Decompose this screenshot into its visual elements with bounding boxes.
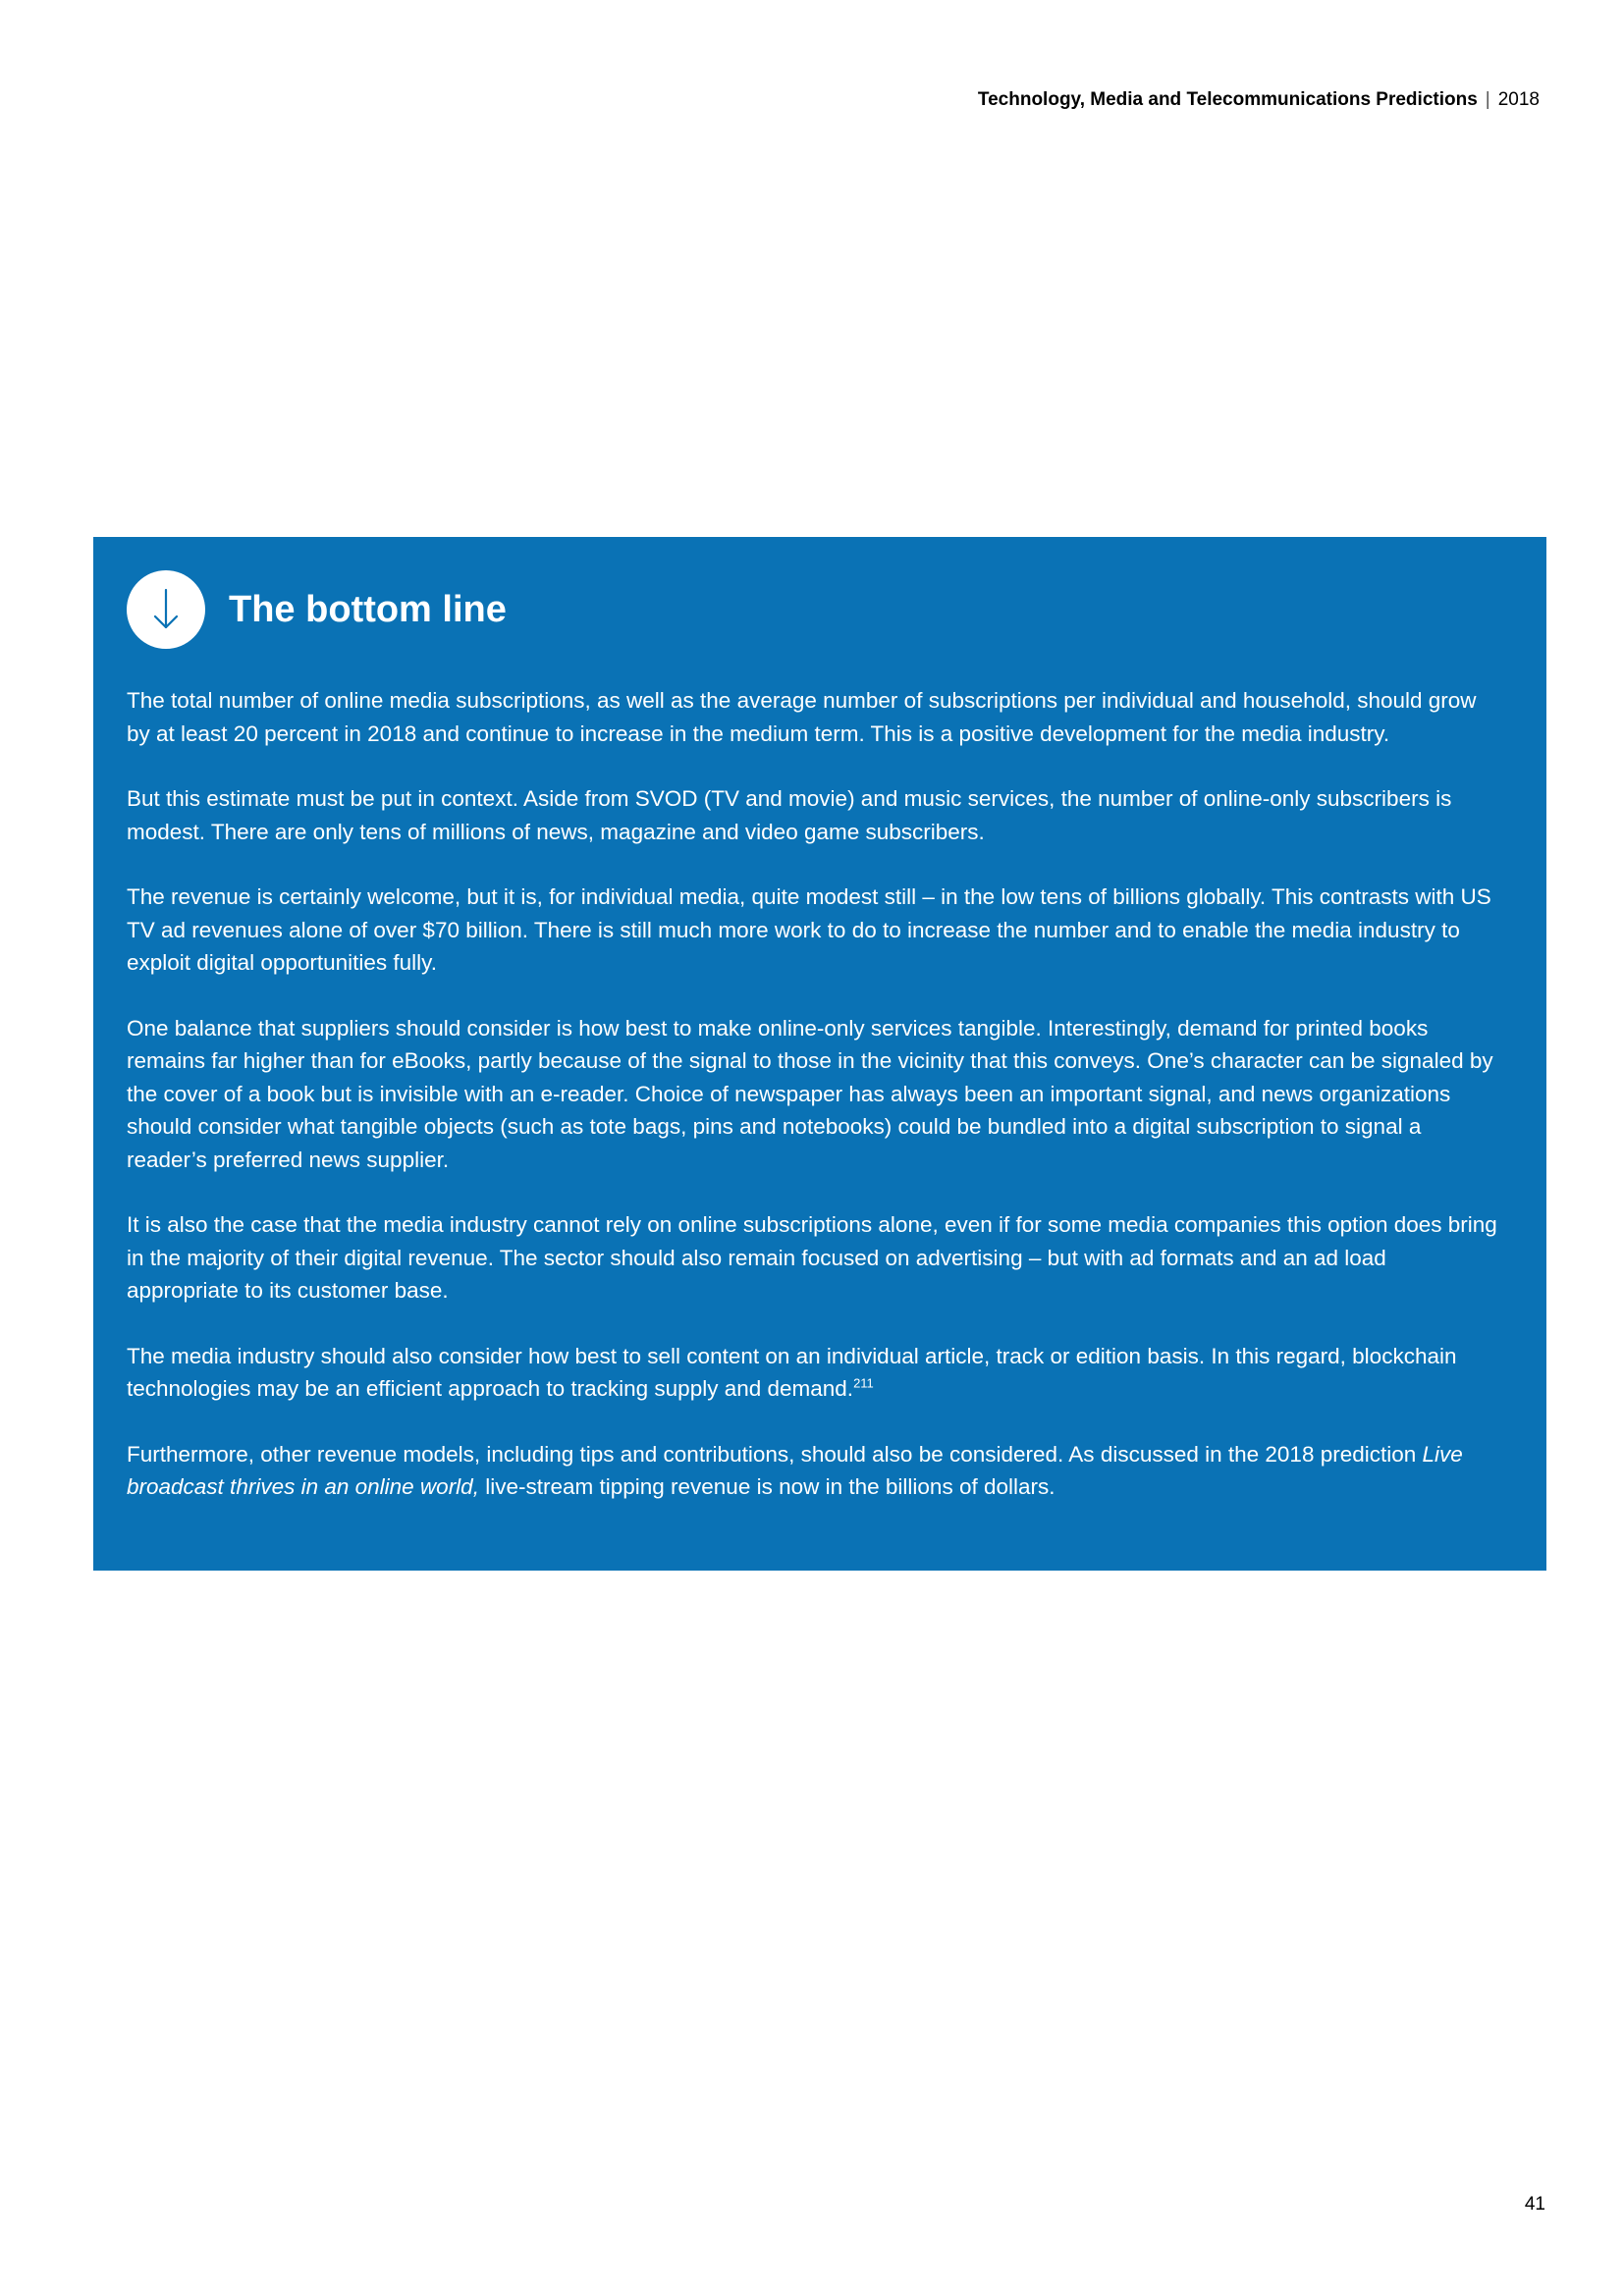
header-year: 2018 xyxy=(1497,89,1540,110)
box-heading xyxy=(127,570,1502,649)
footnote-reference: 211 xyxy=(853,1375,874,1391)
paragraph-6 xyxy=(127,1340,1502,1406)
paragraph-1: The total number of online media subscriptions, as well as the average number of subscriptions per individual and household, should grow by at least 20 percent in 2018 and continue to increase in the medium term. This is a positive development for the media industry. xyxy=(127,688,1477,746)
bottom-line-box xyxy=(93,537,1546,1571)
page-number: 41 xyxy=(1524,2194,1545,2215)
paragraph-5: It is also the case that the media industry cannot rely on online subscriptions alone, even if for some media companies this option does bring in the majority of their digital revenue. The sector should also remain focused on advertising – but with ad formats and an ad load appropriate to its customer base. xyxy=(127,1212,1497,1303)
paragraph-7 xyxy=(127,1438,1502,1504)
paragraph-4: One balance that suppliers should consider is how best to make online-only services tangible. Interestingly, demand for printed books remains far higher than for eBooks, partly because of the signal to those in the vicinity that this conveys. One’s character can be signaled by the cover of a book but is invisible with an e-reader. Choice of newspaper has always been an important signal, and news organizations should consider what tangible objects (such as tote bags, pins and notebooks) could be bundled into a digital subscription to signal a reader’s preferred news supplier. xyxy=(127,1015,1493,1172)
running-header xyxy=(978,88,1540,112)
paragraph-7-text-before: Furthermore, other revenue models, including tips and contributions, should also be considered. As discussed in the 2018 prediction xyxy=(127,1441,1423,1467)
header-title: Technology, Media and Telecommunications Predictions xyxy=(977,89,1478,110)
paragraph-6-text: The media industry should also consider how best to sell content on an individual article, track or edition basis. In this regard, blockchain technologies may be an efficient approach to tracking supply and demand. xyxy=(127,1343,1457,1401)
box-title: The bottom line xyxy=(229,589,507,630)
paragraph-3: The revenue is certainly welcome, but it is, for individual media, quite modest still – in the low tens of billions globally. This contrasts with US TV ad revenues alone of over $70 billion. There is still much more work to do to increase the number and to enable the media industry to exploit digital opportunities fully. xyxy=(127,884,1491,975)
header-separator: | xyxy=(1485,89,1490,110)
prediction-title-italic: Live broadcast thrives in an online world, xyxy=(127,1441,1463,1499)
paragraph-2: But this estimate must be put in context. Aside from SVOD (TV and movie) and music services, the number of online-only subscribers is modest. There are only tens of millions of news, magazine and video game subscribers. xyxy=(127,786,1452,844)
paragraph-7-text-after: live-stream tipping revenue is now in the billions of dollars. xyxy=(478,1474,1056,1499)
arrow-down-icon xyxy=(127,570,205,649)
